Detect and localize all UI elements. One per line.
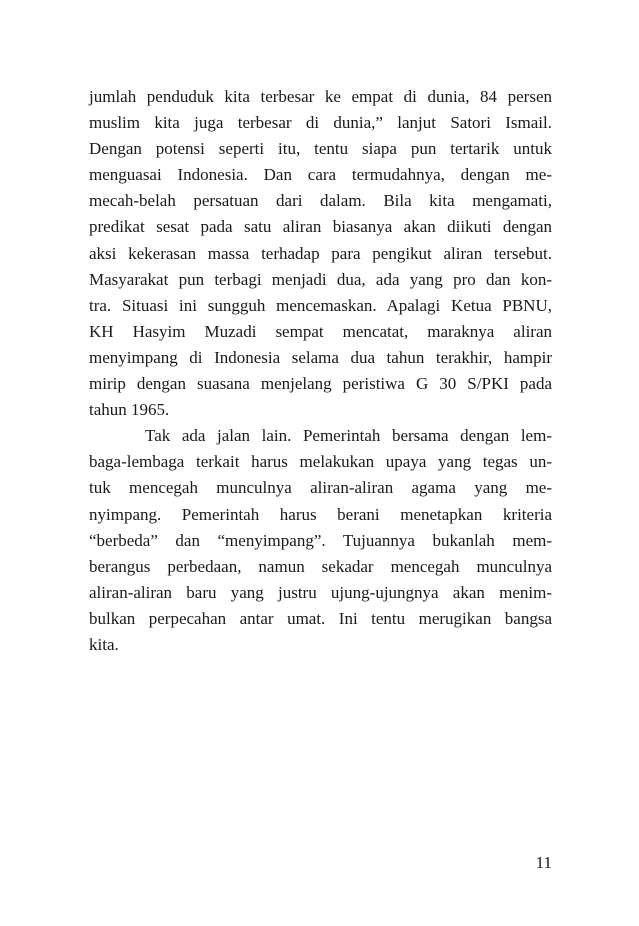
text-line: nyimpang. Pemerintah harus berani menetapkan kriteria	[89, 504, 552, 524]
text-line: tahun 1965.	[89, 400, 170, 420]
text-line: tuk mencegah munculnya aliran-aliran agama yang me-	[89, 478, 552, 498]
paragraph-1	[89, 84, 552, 423]
paragraph-2	[89, 423, 552, 658]
text-line: muslim kita juga terbesar di dunia,” lanjut Satori Ismail.	[89, 113, 552, 133]
text-line: Tak ada jalan lain. Pemerintah bersama dengan lem-	[145, 426, 552, 446]
text-line: jumlah penduduk kita terbesar ke empat di dunia, 84 persen	[89, 87, 552, 106]
text-line: Dengan potensi seperti itu, tentu siapa pun tertarik untuk	[89, 139, 552, 159]
text-line: menyimpang di Indonesia selama dua tahun terakhir, hampir	[89, 347, 552, 367]
text-line: bulkan perpecahan antar umat. Ini tentu merugikan bangsa	[89, 608, 552, 628]
text-line: baga-lembaga terkait harus melakukan upaya yang tegas un-	[89, 452, 552, 472]
page-number: 11	[535, 853, 552, 872]
text-line: kita.	[89, 634, 119, 654]
body-text	[89, 84, 552, 658]
text-line: Masyarakat pun terbagi menjadi dua, ada yang pro dan kon-	[89, 269, 552, 289]
text-line: aliran-aliran baru yang justru ujung-ujungnya akan menim-	[89, 582, 552, 602]
text-line: menguasai Indonesia. Dan cara termudahnya, dengan me-	[89, 165, 552, 185]
text-line: tra. Situasi ini sungguh mencemaskan. Apalagi Ketua PBNU,	[89, 295, 552, 315]
text-line: KH Hasyim Muzadi sempat mencatat, maraknya aliran	[89, 321, 552, 341]
text-line: mirip dengan suasana menjelang peristiwa G 30 S/PKI pada	[89, 374, 552, 394]
text-line: mecah-belah persatuan dari dalam. Bila kita mengamati,	[89, 191, 552, 211]
text-line: berangus perbedaan, namun sekadar mencegah munculnya	[89, 556, 552, 576]
text-line: aksi kekerasan massa terhadap para pengikut aliran tersebut.	[89, 243, 552, 263]
text-line: “berbeda” dan “menyimpang”. Tujuannya bukanlah mem-	[89, 530, 552, 550]
text-line: predikat sesat pada satu aliran biasanya akan diikuti dengan	[89, 217, 552, 237]
